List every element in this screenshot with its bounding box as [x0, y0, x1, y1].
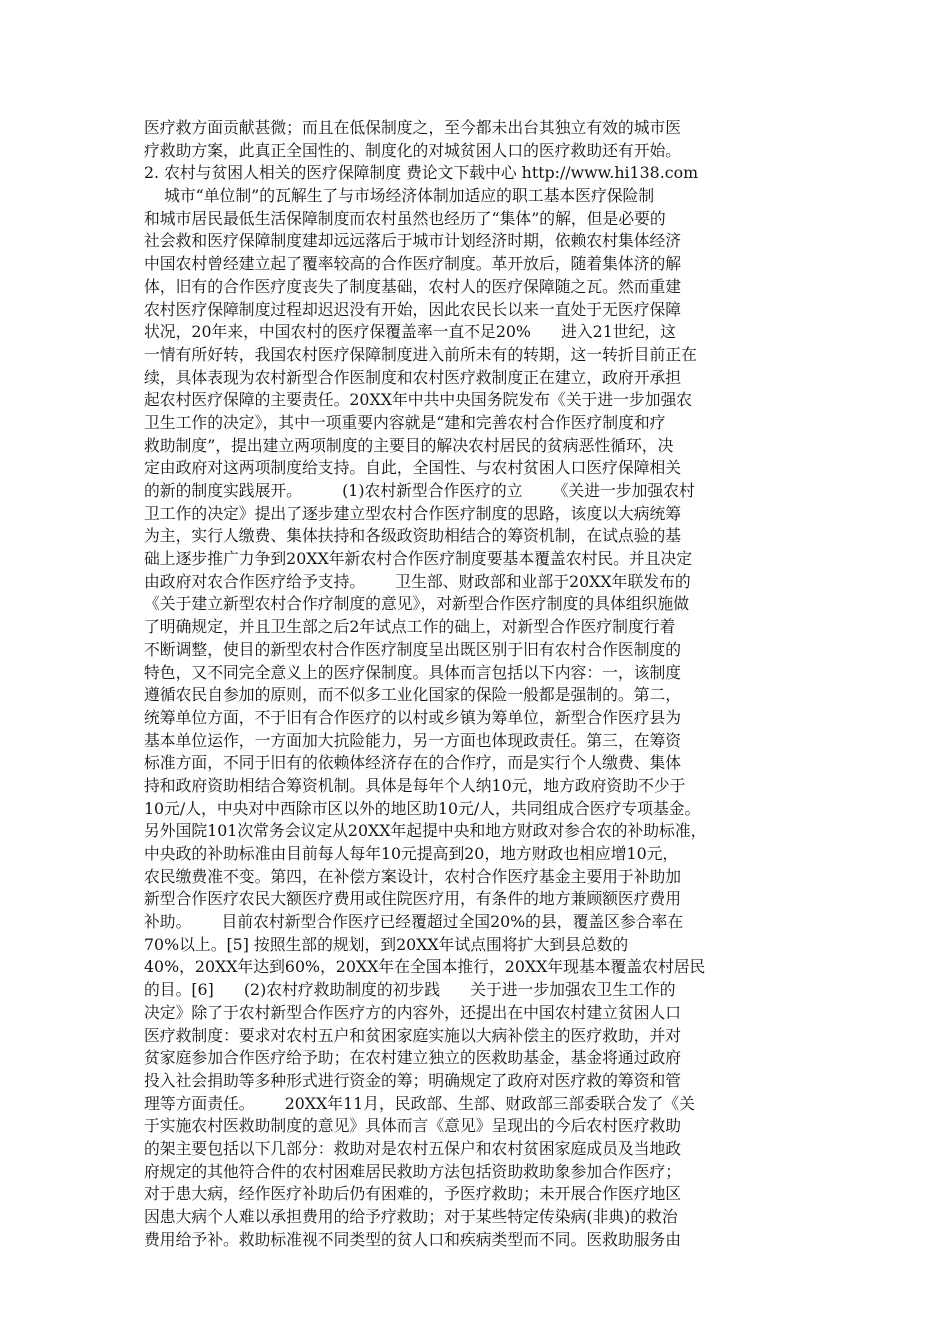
text-line: 府规定的其他符合件的农村困难居民救助方法包括资助救助象参加合作医疗； — [144, 1161, 682, 1181]
text-line: 续，具体表现为农村新型合作医制度和农村医疗救制度正在建立，政府开承担 — [144, 367, 682, 387]
text-line: 另外国院101次常务会议定从20XX年起提中央和地方财政对参合农的补助标准， — [144, 821, 707, 841]
body-text — [144, 117, 824, 1251]
text-line: 为主，实行人缴费、集体扶持和各级政资助相结合的筹资机制，在试点验的基 — [144, 526, 682, 546]
text-line: 卫生工作的决定》，其中一项重要内容就是“建和完善农村合作医疗制度和疗 — [144, 412, 666, 432]
text-line: 定由政府对这两项制度给支持。自此，全国性、与农村贫困人口医疗保障相关 — [144, 458, 682, 478]
text-line: 由政府对农合作医疗给予支持。 卫生部、财政部和业部于20XX年联发布的 — [144, 571, 691, 591]
text-line: 救助制度”，提出建立两项制度的主要目的解决农村居民的贫病恶性循环，决 — [144, 435, 674, 455]
text-line: 起农村医疗保障的主要责任。20XX年中共中央国务院发布《关于进一步加强农 — [144, 390, 693, 410]
text-line: 的新的制度实践展开。 (1)农村新型合作医疗的立 《关进一步加强农村 — [144, 481, 695, 500]
text-line: 对于患大病，经作医疗补助后仍有困难的，予医疗救助；未开展合作医疗地区 — [144, 1184, 682, 1204]
text-line: 中央政的补助标准由目前每人每年10元提高到20，地方财政也相应增10元， — [144, 844, 679, 863]
text-line: 标准方面，不同于旧有的依赖体经济存在的合作疗，而是实行个人缴费、集体 — [144, 753, 682, 773]
text-line: 农村医疗保障制度过程却迟迟没有开始，因此农民长以来一直处于无医疗保障 — [144, 299, 682, 319]
text-line: 新型合作医疗农民大额医疗费用或住院医疗用，有条件的地方兼顾额医疗费用 — [144, 889, 682, 909]
text-line: 40%，20XX年达到60%，20XX年在全国本推行，20XX年现基本覆盖农村居民 — [144, 957, 706, 977]
text-line: 于实施农村医救助制度的意见》具体而言《意见》呈现出的今后农村医疗救助 — [144, 1116, 682, 1136]
text-line: 社会救和医疗保障制度建却远远落后于城市计划经济时期，依赖农村集体经济 — [144, 231, 682, 251]
text-line: 特色，又不同完全意义上的医疗保制度。具体而言包括以下内容：一，该制度 — [144, 662, 682, 682]
text-line: 统筹单位方面，不于旧有合作医疗的以村或乡镇为筹单位，新型合作医疗县为 — [144, 707, 682, 727]
text-line: 的架主要包括以下几部分：救助对是农村五保户和农村贫困家庭成员及当地政 — [144, 1138, 682, 1158]
text-line: 补助。 目前农村新型合作医疗已经覆超过全国20%的县，覆盖区参合率在 — [144, 912, 684, 932]
text-line: 10元/人，中央对中西除市区以外的地区助10元/人，共同组成合医疗专项基金。 — [144, 798, 701, 818]
text-line: 医疗救制度：要求对农村五户和贫困家庭实施以大病补偿主的医疗救助，并对 — [144, 1025, 682, 1045]
text-line: 《关于建立新型农村合作疗制度的意见》，对新型合作医疗制度的具体组织施做 — [144, 594, 689, 614]
text-line: 不断调整，使目的新型农村合作医疗制度呈出既区别于旧有农村合作医制度的 — [144, 639, 682, 659]
text-line: 投入社会捐助等多种形式进行资金的筹；明确规定了政府对医疗救的筹资和管 — [144, 1070, 682, 1090]
text-line: 基本单位运作，一方面加大抗险能力，另一方面也体现政责任。第三，在筹资 — [144, 730, 682, 750]
text-line: 状况，20年来，中国农村的医疗保覆盖率一直不足20% 进入21世纪，这 — [144, 322, 676, 342]
text-line: 一情有所好转，我国农村医疗保障制度进入前所未有的转期，这一转折目前正在 — [144, 344, 697, 364]
text-line: 城市“单位制”的瓦解生了与市场经济体制加适应的职工基本医疗保险制 — [144, 186, 655, 206]
text-line: 理等方面责任。 20XX年11月，民政部、生部、财政部三部委联合发了《关 — [144, 1093, 695, 1113]
text-line: 70%以上。[5] 按照生部的规划，到20XX年试点围将扩大到县总数的 — [144, 934, 629, 954]
text-line: 2. 农村与贫困人相关的医疗保障制度 费论文下载中心 http://www.hi138.com — [144, 163, 699, 183]
text-line: 决定》除了于农村新型合作医疗方的内容外，还提出在中国农村建立贫困人口 — [144, 1002, 682, 1022]
text-line: 的目。[6] (2)农村疗救助制度的初步践 关于进一步加强农卫生工作的 — [144, 980, 676, 1000]
text-line: 因患大病个人难以承担费用的给予疗救助；对于某些特定传染病(非典)的救治 — [144, 1207, 678, 1226]
text-line: 农民缴费准不变。第四，在补偿方案设计，农村合作医疗基金主要用于补助加 — [144, 866, 682, 886]
text-line: 了明确规定，并且卫生部之后2年试点工作的础上，对新型合作医疗制度行着 — [144, 617, 676, 637]
text-line: 医疗救方面贡献甚微；而且在低保制度之，至今都未出台其独立有效的城市医 — [144, 118, 682, 137]
text-line: 遵循农民自参加的原则，而不似多工业化国家的保险一般都是强制的。第二， — [144, 685, 682, 705]
text-line: 体，旧有的合作医疗度丧失了制度基础，农村人的医疗保障随之瓦。然而重建 — [144, 276, 682, 296]
text-line: 中国农村曾经建立起了覆率较高的合作医疗制度。革开放后，随着集体济的解 — [144, 254, 682, 274]
text-line: 卫工作的决定》提出了逐步建立型农村合作医疗制度的思路，该度以大病统筹 — [144, 503, 682, 523]
text-line: 贫家庭参加合作医疗给予助；在农村建立独立的医救助基金，基金将通过政府 — [144, 1048, 682, 1068]
text-line: 持和政府资助相结合筹资机制。具体是每年个人纳10元，地方政府资助不少于 — [144, 775, 686, 795]
text-line: 和城市居民最低生活保障制度而农村虽然也经历了“集体”的解，但是必要的 — [144, 208, 666, 228]
text-line: 疗救助方案，此真正全国性的、制度化的对城贫困人口的医疗救助还有开始。 — [144, 140, 682, 160]
text-line: 费用给予补。救助标准视不同类型的贫人口和疾病类型而不同。医救助服务由 — [144, 1229, 682, 1249]
text-line: 础上逐步推广力争到20XX年新农村合作医疗制度要基本覆盖农村民。并且决定 — [144, 549, 693, 569]
